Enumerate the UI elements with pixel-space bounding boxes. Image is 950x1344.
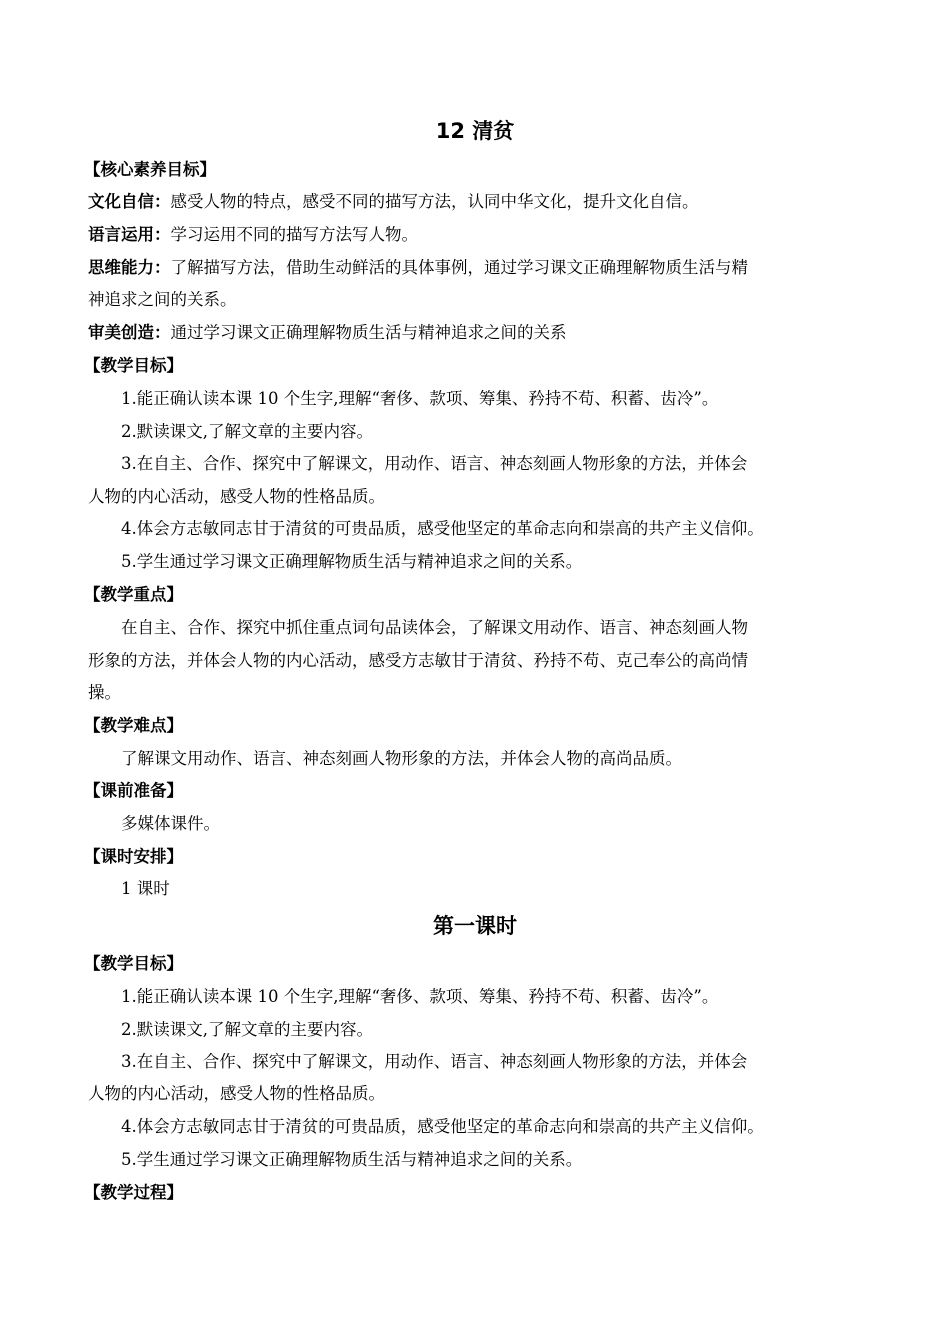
difficulties-heading: 【教学难点】 bbox=[84, 716, 183, 735]
objective-item: 2.默读课文,了解文章的主要内容。 bbox=[121, 422, 373, 441]
objective-item: 4.体会方志敏同志甘于清贫的可贵品质，感受他坚定的革命志向和崇高的共产主义信仰。 bbox=[121, 519, 764, 538]
lesson1-objective-item: 4.体会方志敏同志甘于清贫的可贵品质，感受他坚定的革命志向和崇高的共产主义信仰。 bbox=[121, 1117, 764, 1136]
preparation-text: 多媒体课件。 bbox=[121, 814, 220, 833]
lesson1-objective-item: 5.学生通过学习课文正确理解物质生活与精神追求之间的关系。 bbox=[121, 1150, 583, 1169]
thinking-ability-text: 了解描写方法，借助生动鲜活的具体事例，通过学习课文正确理解物质生活与精 bbox=[170, 258, 748, 277]
lesson1-objective-item-continuation: 人物的内心活动，感受人物的性格品质。 bbox=[88, 1084, 385, 1103]
thinking-ability-continuation: 神追求之间的关系。 bbox=[88, 290, 237, 309]
objective-item: 1.能正确认读本课 10 个生字,理解“奢侈、款项、筹集、矜持不苟、积蓄、齿冷”。 bbox=[121, 389, 719, 408]
aesthetic-creation-text: 通过学习课文正确理解物质生活与精神追求之间的关系 bbox=[170, 323, 567, 342]
lesson1-objective-item: 1.能正确认读本课 10 个生字,理解“奢侈、款项、筹集、矜持不苟、积蓄、齿冷”。 bbox=[121, 987, 719, 1006]
culture-confidence-line bbox=[88, 190, 864, 214]
lesson1-objective-item: 3.在自主、合作、探究中了解课文，用动作、语言、神态刻画人物形象的方法，并体会 bbox=[121, 1052, 748, 1071]
language-use-text: 学习运用不同的描写方法写人物。 bbox=[170, 225, 418, 244]
aesthetic-creation-label: 审美创造： bbox=[88, 323, 171, 342]
lesson1-objective-item: 2.默读课文,了解文章的主要内容。 bbox=[121, 1020, 373, 1039]
lesson1-objectives-heading: 【教学目标】 bbox=[84, 954, 183, 973]
schedule-heading: 【课时安排】 bbox=[84, 847, 183, 866]
key-points-text: 形象的方法，并体会人物的内心活动，感受方志敏甘于清贫、矜持不苟、克己奉公的高尚情 bbox=[88, 651, 748, 670]
teaching-process-heading: 【教学过程】 bbox=[84, 1183, 183, 1202]
culture-confidence-text: 感受人物的特点，感受不同的描写方法，认同中华文化，提升文化自信。 bbox=[170, 192, 699, 211]
key-points-text: 操。 bbox=[88, 683, 121, 702]
core-literacy-heading: 【核心素养目标】 bbox=[84, 160, 216, 179]
language-use-line bbox=[88, 223, 864, 247]
objective-item-continuation: 人物的内心活动，感受人物的性格品质。 bbox=[88, 487, 385, 506]
difficulties-text: 了解课文用动作、语言、神态刻画人物形象的方法，并体会人物的高尚品质。 bbox=[121, 749, 682, 768]
thinking-ability-label: 思维能力： bbox=[88, 258, 171, 277]
objective-item: 5.学生通过学习课文正确理解物质生活与精神追求之间的关系。 bbox=[121, 552, 583, 571]
document-title: 12 清贫 bbox=[435, 119, 515, 143]
preparation-heading: 【课前准备】 bbox=[84, 781, 183, 800]
schedule-text: 1 课时 bbox=[121, 879, 170, 898]
thinking-ability-line bbox=[88, 256, 864, 280]
language-use-label: 语言运用： bbox=[88, 225, 171, 244]
culture-confidence-label: 文化自信： bbox=[88, 192, 171, 211]
aesthetic-creation-line bbox=[88, 321, 864, 345]
teaching-objectives-heading: 【教学目标】 bbox=[84, 356, 183, 375]
objective-item: 3.在自主、合作、探究中了解课文，用动作、语言、神态刻画人物形象的方法，并体会 bbox=[121, 454, 748, 473]
key-points-heading: 【教学重点】 bbox=[84, 585, 183, 604]
lesson1-title: 第一课时 bbox=[433, 914, 517, 938]
key-points-text: 在自主、合作、探究中抓住重点词句品读体会，了解课文用动作、语言、神态刻画人物 bbox=[121, 618, 748, 637]
